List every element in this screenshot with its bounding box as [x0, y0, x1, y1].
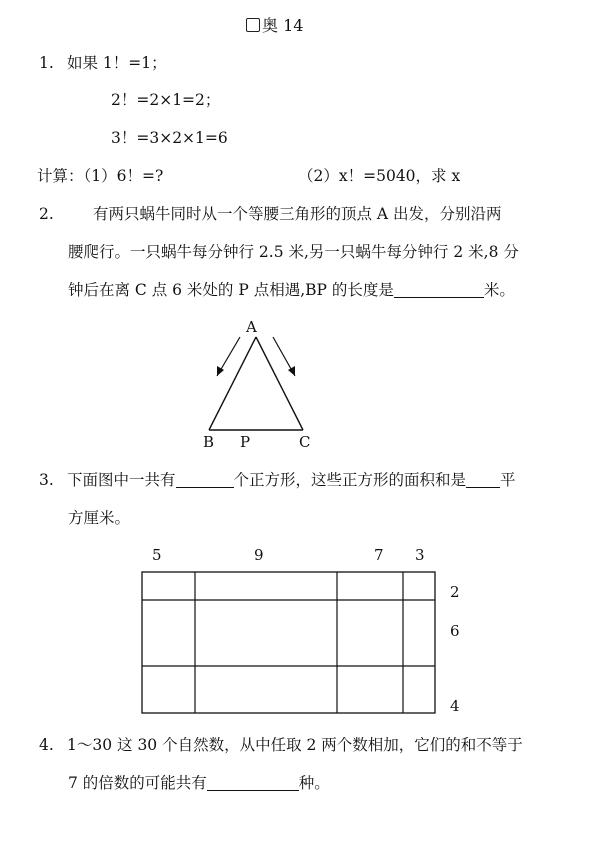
- question-number: 2.: [39, 205, 54, 223]
- q1-calc-a: 计算：（1）6！=?: [37, 167, 164, 185]
- arrowhead-right-icon: [288, 366, 295, 376]
- side-ac: [256, 337, 303, 430]
- q3-line-1: [67, 470, 516, 490]
- q1-line-2: 2！=2×1=2；: [111, 91, 221, 109]
- side-label-4: 4: [450, 697, 460, 715]
- side-ab: [209, 337, 256, 430]
- side-label-6: 6: [450, 622, 460, 640]
- question-number: 1.: [39, 54, 54, 72]
- question-number: 3.: [39, 471, 54, 489]
- q2-line-3: [68, 280, 515, 300]
- q3-line-1-text-b: 个正方形，这些正方形的面积和是: [233, 471, 467, 489]
- checkbox-glyph-icon: [246, 18, 260, 32]
- point-p-label: P: [240, 433, 251, 451]
- q1-line-1: 如果 1！=1；: [67, 54, 167, 72]
- q4-line-2-text: 7 的倍数的可能共有: [68, 774, 207, 792]
- top-label-7: 7: [374, 546, 384, 564]
- top-label-3: 3: [415, 546, 425, 564]
- arrowhead-left-icon: [217, 366, 224, 376]
- vertex-c-label: C: [299, 433, 311, 451]
- q2-line-3-text: 钟后在离 C 点 6 米处的 P 点相遇,BP 的长度是: [68, 281, 394, 299]
- top-label-9: 9: [254, 546, 264, 564]
- q3-line-2: 方厘米。: [68, 509, 131, 527]
- q4-line-2: [68, 773, 330, 793]
- title-text: 奥 14: [262, 16, 304, 35]
- q1-calc-b: （2）x！=5040，求 x: [298, 167, 461, 185]
- side-label-2: 2: [450, 583, 460, 601]
- q2-line-1: 有两只蜗牛同时从一个等腰三角形的顶点 A 出发，分别沿两: [93, 205, 502, 223]
- question-number: 4.: [39, 736, 54, 754]
- rectangle-grid-figure: [136, 540, 476, 720]
- page-title: [246, 13, 303, 36]
- q3-line-1-text-a: 下面图中一共有: [67, 471, 176, 489]
- vertex-a-label: A: [246, 318, 257, 336]
- q4-line-1: 1～30 这 30 个自然数，从中任取 2 两个数相加，它们的和不等于: [67, 736, 523, 754]
- q4-line-2-unit: 种。: [298, 774, 330, 792]
- answer-blank-count[interactable]: [176, 471, 234, 488]
- answer-blank-area[interactable]: [466, 471, 500, 488]
- triangle-figure: [190, 315, 340, 455]
- top-label-5: 5: [152, 546, 162, 564]
- answer-blank[interactable]: [394, 281, 484, 298]
- answer-blank[interactable]: [207, 774, 299, 791]
- q2-line-2: 腰爬行。一只蜗牛每分钟行 2.5 米,另一只蜗牛每分钟行 2 米,8 分: [68, 243, 519, 261]
- q3-line-1-text-c: 平: [500, 471, 516, 489]
- vertex-b-label: B: [203, 433, 215, 451]
- q1-line-3: 3！=3×2×1=6: [111, 129, 228, 147]
- grid-outer-border: [142, 572, 435, 713]
- q2-line-3-unit: 米。: [483, 281, 515, 299]
